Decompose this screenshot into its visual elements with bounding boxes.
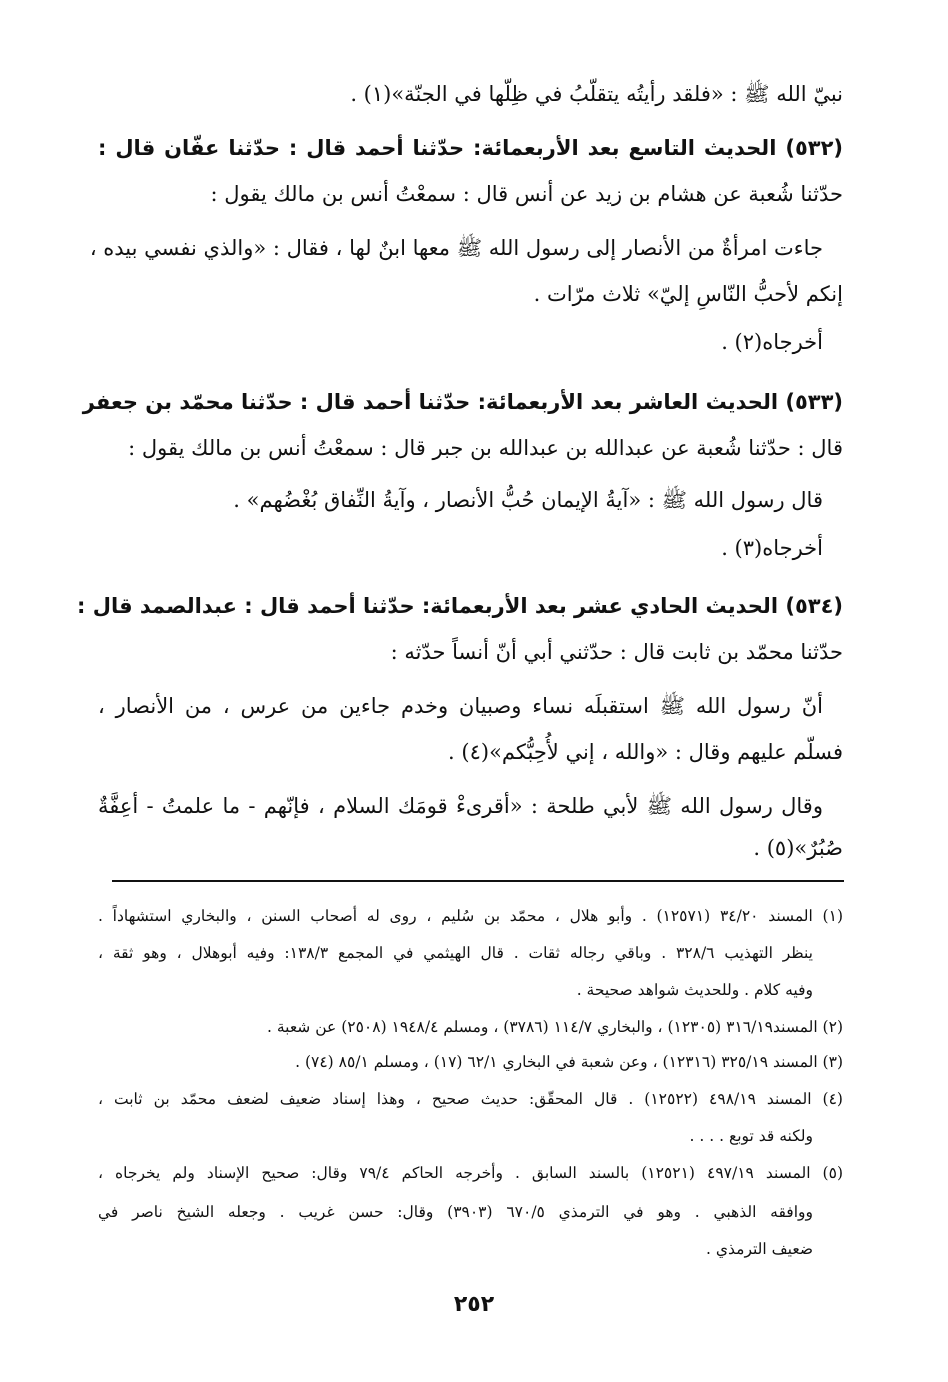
hadith-532-heading: (٥٣٢) الحديث التاسع بعد الأربعمائة: حدّثنا أحمد قال : حدّثنا عفّان قال : — [98, 136, 843, 160]
footnote-3: (٣) المسند ٣٢٥/١٩ (١٢٣١٦) ، وعن شعبة في البخاري ٦٢/١ (١٧) ، ومسلم ٨٥/١ (٧٤) . — [295, 1053, 843, 1071]
hadith-534-matn-3: وقال رسول الله ﷺ لأبي طلحة : «أقرىءْ قومَك السلام ، فإنّهم - ما علمتُ - أعِفَّةٌ — [98, 794, 823, 818]
footnote-1-line-1: (١) المسند ٣٤/٢٠ (١٢٥٧١) . وأبو هلال ، محمّد بن سُليم ، روى له أصحاب السنن ، والبخاري استشهاداً . — [98, 907, 843, 925]
footnote-2: (٢) المسند٣١٦/١٩ (١٢٣٠٥) ، والبخاري ١١٤/٧ (٣٧٨٦) ، ومسلم ١٩٤٨/٤ (٢٥٠٨) عن شعبة . — [266, 1018, 843, 1036]
footnote-1-line-3: وفيه كلام . وللحديث شواهد صحيحة . — [576, 981, 813, 999]
footnote-4-line-1: (٤) المسند ٤٩٨/١٩ (١٢٥٢٢) . قال المحقّق: حديث صحيح ، وهذا إسناد ضعيف لضعف محمّد بن ثابت ، — [98, 1090, 843, 1108]
footnote-5-line-1: (٥) المسند ٤٩٧/١٩ (١٢٥٢١) بالسند السابق . وأخرجه الحاكم ٧٩/٤ وقال: صحيح الإسناد ولم يخرجاه ، — [98, 1164, 843, 1182]
hadith-532-matn-2: إنكم لأحبُّ النّاسِ إليّ» ثلاث مرّات . — [533, 282, 843, 306]
hadith-533-matn: قال رسول الله ﷺ : «آيةُ الإيمان حُبُّ الأنصار ، وآيةُ النِّفاق بُغْضُهم» . — [233, 488, 823, 512]
footnote-4-line-2: ولكنه قد توبع . . . . — [689, 1127, 813, 1145]
hadith-534-matn-1: أنّ رسول الله ﷺ استقبلَه نساء وصبيان وخدم جاءين من عرس ، من الأنصار ، — [98, 694, 823, 718]
hadith-533-takhrij: أخرجاه(٣) . — [721, 536, 823, 560]
hadith-532-takhrij: أخرجاه(٢) . — [721, 330, 823, 354]
footnote-5-line-3: ضعيف الترمذي . — [706, 1240, 813, 1258]
hadith-532-matn-1: جاءت امرأةٌ من الأنصار إلى رسول الله ﷺ معها ابنٌ لها ، فقال : «والذي نفسي بيده ، — [89, 236, 823, 260]
footnote-divider — [112, 880, 844, 882]
body-line-1: نبيّ الله ﷺ : «فلقد رأيتُه يتقلّبُ في ظِلّها في الجنّة»(١) . — [350, 82, 843, 106]
hadith-532-isnad: حدّثنا شُعبة عن هشام بن زيد عن أنس قال : سمعْتُ أنس بن مالك يقول : — [210, 182, 843, 206]
hadith-534-matn-2: فسلّم عليهم وقال : «والله ، إني لأُحِبُّكم»(٤) . — [448, 740, 843, 764]
footnote-1-line-2: ينظر التهذيب ٣٢٨/٦ . وباقي رجاله ثقات . قال الهيثمي في المجمع ١٣٨/٣: وفيه أبوهلال ، وهو ثقة ، — [98, 944, 813, 962]
hadith-533-isnad: قال : حدّثنا شُعبة عن عبدالله بن عبدالله بن جبر قال : سمعْتُ أنس بن مالك يقول : — [128, 436, 843, 460]
page-number: ٢٥٢ — [453, 1292, 495, 1317]
hadith-533-heading: (٥٣٣) الحديث العاشر بعد الأربعمائة: حدّثنا أحمد قال : حدّثنا محمّد بن جعفر — [82, 390, 843, 414]
hadith-534-matn-4: صُبُرٌ»(٥) . — [753, 836, 843, 860]
footnote-5-line-2: ووافقه الذهبي . وهو في الترمذي ٦٧٠/٥ (٣٩٠٣) وقال: حسن غريب . وجعله الشيخ ناصر في — [98, 1203, 813, 1221]
hadith-534-heading: (٥٣٤) الحديث الحادي عشر بعد الأربعمائة: حدّثنا أحمد قال : عبدالصمد قال : — [77, 594, 843, 618]
hadith-534-isnad: حدّثنا محمّد بن ثابت قال : حدّثني أبي أنّ أنساً حدّثه : — [390, 640, 843, 664]
